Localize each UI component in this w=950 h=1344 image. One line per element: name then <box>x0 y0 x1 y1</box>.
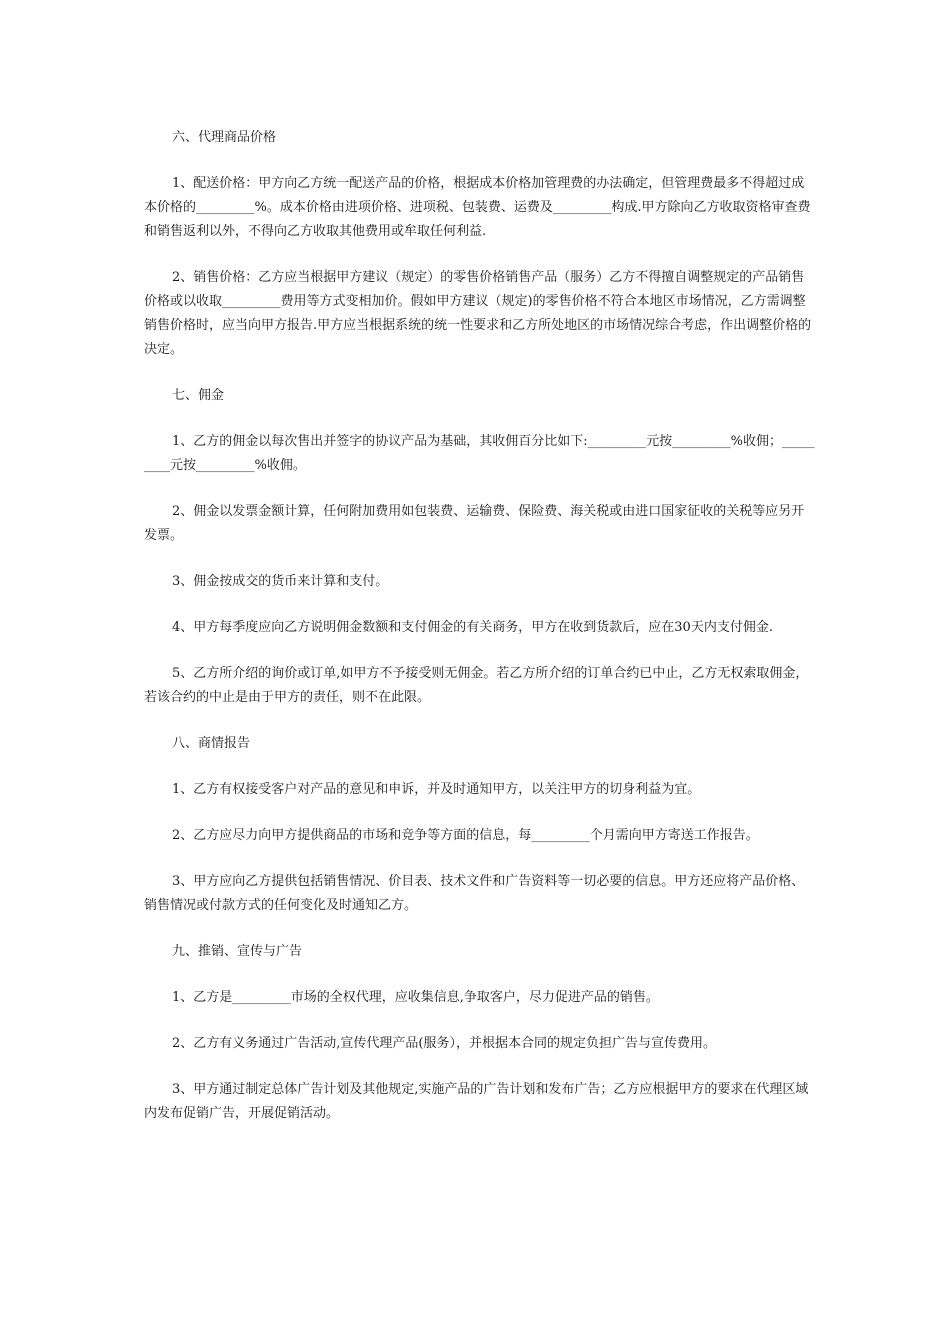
clause-7-5: 5、乙方所介绍的询价或订单,如甲方不予接受则无佣金。若乙方所介绍的订单合约已中止，乙方无权索取佣金，若该合约的中止是由于甲方的责任，则不在此限。 <box>144 666 809 705</box>
clause-7-2: 2、佣金以发票金额计算，任何附加费用如包装费、运输费、保险费、海关税或由进口国家征收的关税等应另开发票。 <box>144 504 805 543</box>
document-page <box>144 126 816 1148</box>
clause-6-2: 2、销售价格：乙方应当根据甲方建议（规定）的零售价格销售产品（服务）乙方不得擅自调整规定的产品销售价格或以收取_________费用等方式变相加价。假如甲方建议（规定)的零售价格不符合本地区市场情况，乙方需调整销售价格时，应当向甲方报告.甲方应当根据系统的统一性要求和乙方所处地区的市场情况综合考虑，作出调整价格的决定。 <box>144 270 812 357</box>
clause-8-1: 1、乙方有权接受客户对产品的意见和申诉，并及时通知甲方，以关注甲方的切身利益为宜。 <box>172 782 701 797</box>
clause-8-3: 3、甲方应向乙方提供包括销售情况、价目表、技术文件和广告资料等一切必要的信息。甲方还应将产品价格、销售情况或付款方式的任何变化及时通知乙方。 <box>144 874 805 913</box>
clause-9-2: 2、乙方有义务通过广告活动,宣传代理产品(服务），并根据本合同的规定负担广告与宣传费用。 <box>172 1036 716 1051</box>
clause-7-4: 4、甲方每季度应向乙方说明佣金数额和支付佣金的有关商务，甲方在收到货款后，应在30天内支付佣金. <box>172 620 773 635</box>
section-heading-8: 八、商情报告 <box>172 736 251 751</box>
clause-9-1: 1、乙方是_________市场的全权代理，应收集信息,争取客户，尽力促进产品的销售。 <box>172 990 659 1005</box>
clause-7-3: 3、佣金按成交的货币来计算和支付。 <box>172 574 389 589</box>
clause-6-1: 1、配送价格：甲方向乙方统一配送产品的价格，根据成本价格加管理费的办法确定，但管理费最多不得超过成本价格的_________%。成本价格由进项价格、进项税、包装费、运费及_________构成.甲方除向乙方收取资格审查费和销售返利以外，不得向乙方收取其他费用或牟取任何利益. <box>144 176 811 239</box>
section-heading-6: 六、代理商品价格 <box>172 130 277 145</box>
clause-8-2: 2、乙方应尽力向甲方提供商品的市场和竞争等方面的信息，每_________个月需向甲方寄送工作报告。 <box>172 828 759 843</box>
section-heading-9: 九、推销、宣传与广告 <box>172 944 303 959</box>
clause-7-1: 1、乙方的佣金以每次售出并签字的协议产品为基础，其收佣百分比如下:_________元按_________%收佣；_________元按_________%收佣。 <box>144 434 815 473</box>
clause-9-3: 3、甲方通过制定总体广告计划及其他规定,实施产品的广告计划和发布广告；乙方应根据甲方的要求在代理区域内发布促销广告，开展促销活动。 <box>144 1082 809 1121</box>
section-heading-7: 七、佣金 <box>172 388 225 403</box>
